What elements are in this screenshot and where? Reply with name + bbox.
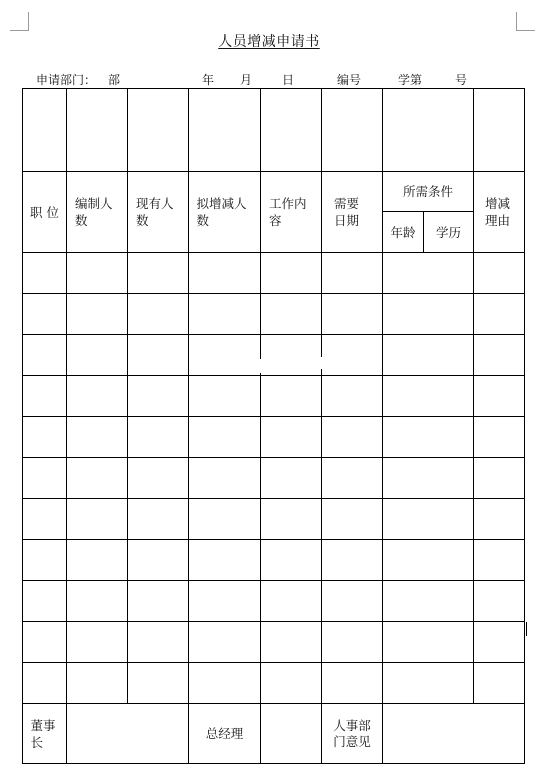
- form-cell[interactable]: [67, 89, 128, 172]
- form-cell[interactable]: [322, 335, 383, 376]
- table-row: [23, 458, 525, 499]
- table-row: [23, 581, 525, 622]
- form-cell[interactable]: [189, 540, 261, 581]
- form-cell[interactable]: [189, 458, 261, 499]
- page-corner-mark-top-right: [516, 12, 535, 31]
- form-cell[interactable]: [128, 499, 189, 540]
- form-cell[interactable]: [383, 89, 474, 172]
- header-current: 现有人数: [128, 172, 189, 253]
- form-cell[interactable]: [261, 540, 322, 581]
- form-cell[interactable]: [67, 253, 128, 294]
- form-cell[interactable]: [189, 335, 261, 376]
- form-cell[interactable]: [383, 335, 474, 376]
- form-cell[interactable]: [189, 581, 261, 622]
- document-title: 人员增减申请书: [218, 34, 320, 50]
- form-cell[interactable]: [322, 376, 383, 417]
- form-cell[interactable]: [67, 499, 128, 540]
- form-cell[interactable]: [322, 663, 383, 704]
- table-row: [23, 540, 525, 581]
- form-cell[interactable]: [128, 335, 189, 376]
- form-cell[interactable]: [322, 89, 383, 172]
- form-cell[interactable]: [383, 376, 474, 417]
- form-cell[interactable]: [383, 540, 474, 581]
- header-row: [23, 172, 525, 212]
- table-row: [23, 499, 525, 540]
- form-cell[interactable]: [261, 581, 322, 622]
- form-cell[interactable]: [322, 581, 383, 622]
- form-cell[interactable]: [67, 294, 128, 335]
- form-cell[interactable]: [474, 540, 525, 581]
- form-cell[interactable]: [322, 540, 383, 581]
- form-cell[interactable]: [261, 417, 322, 458]
- form-cell[interactable]: [67, 540, 128, 581]
- form-cell[interactable]: [189, 376, 261, 417]
- dept-label: 申请部门：: [36, 73, 97, 87]
- form-cell[interactable]: [128, 253, 189, 294]
- header-requirements: 所需条件: [383, 172, 474, 212]
- text-cursor: [526, 622, 527, 636]
- table-row: [23, 417, 525, 458]
- form-cell[interactable]: [23, 89, 67, 172]
- form-cell[interactable]: [128, 458, 189, 499]
- header-quota: 编制人数: [67, 172, 128, 253]
- form-cell[interactable]: [322, 622, 383, 663]
- year-label: 年: [202, 73, 215, 87]
- form-cell[interactable]: [261, 294, 322, 335]
- form-cell[interactable]: [474, 335, 525, 376]
- form-cell[interactable]: [474, 253, 525, 294]
- number-suffix: 号: [455, 73, 468, 87]
- form-cell[interactable]: [261, 376, 322, 417]
- general-manager-label: 总经理: [189, 704, 261, 764]
- form-cell[interactable]: [189, 294, 261, 335]
- form-cell[interactable]: [322, 253, 383, 294]
- form-body: [23, 253, 525, 704]
- render-artifact: [320, 357, 322, 369]
- dept-value: 部: [108, 73, 121, 87]
- form-cell[interactable]: [383, 622, 474, 663]
- form-cell[interactable]: [474, 376, 525, 417]
- form-cell[interactable]: [383, 253, 474, 294]
- form-cell[interactable]: [128, 417, 189, 458]
- form-cell[interactable]: [67, 335, 128, 376]
- form-cell[interactable]: [383, 294, 474, 335]
- form-cell[interactable]: [67, 417, 128, 458]
- render-artifact: [202, 372, 232, 374]
- request-form-table: [22, 88, 525, 764]
- form-cell[interactable]: [261, 89, 322, 172]
- form-cell[interactable]: [67, 458, 128, 499]
- form-cell[interactable]: [261, 622, 322, 663]
- form-cell[interactable]: [67, 622, 128, 663]
- form-cell[interactable]: [67, 376, 128, 417]
- render-artifact: [258, 359, 261, 373]
- table-row: [23, 622, 525, 663]
- form-cell[interactable]: [474, 499, 525, 540]
- table-row: [23, 663, 525, 704]
- form-cell[interactable]: [474, 581, 525, 622]
- header-duties: 工作内容: [261, 172, 322, 253]
- form-cell[interactable]: [23, 294, 67, 335]
- form-cell[interactable]: [189, 89, 261, 172]
- number-prefix: 学第: [398, 73, 423, 87]
- form-cell[interactable]: [474, 294, 525, 335]
- form-cell[interactable]: [322, 458, 383, 499]
- form-cell[interactable]: [474, 622, 525, 663]
- chairman-label: 董事长: [23, 704, 67, 764]
- table-row: [23, 335, 525, 376]
- header-date: 需要日期: [322, 172, 383, 253]
- form-cell[interactable]: [474, 89, 525, 172]
- header-reason: 增减理由: [474, 172, 525, 253]
- form-cell[interactable]: [322, 294, 383, 335]
- form-cell[interactable]: [474, 458, 525, 499]
- form-cell[interactable]: [23, 417, 67, 458]
- table-row: [23, 253, 525, 294]
- form-cell[interactable]: [261, 663, 322, 704]
- form-cell[interactable]: [261, 458, 322, 499]
- page-corner-mark-top-left: [10, 12, 29, 31]
- header-planned: 拟增减人数: [189, 172, 261, 253]
- form-cell[interactable]: [189, 499, 261, 540]
- form-cell[interactable]: [474, 663, 525, 704]
- form-cell[interactable]: [23, 335, 67, 376]
- header-age: 年龄: [383, 212, 424, 253]
- form-cell[interactable]: [383, 458, 474, 499]
- form-cell[interactable]: [474, 417, 525, 458]
- form-cell[interactable]: [128, 622, 189, 663]
- table-row: [23, 376, 525, 417]
- form-cell[interactable]: [128, 376, 189, 417]
- form-cell[interactable]: [383, 417, 474, 458]
- form-cell[interactable]: [261, 499, 322, 540]
- signature-row: [23, 704, 525, 764]
- form-cell[interactable]: [322, 499, 383, 540]
- form-cell[interactable]: [189, 622, 261, 663]
- day-label: 日: [282, 73, 295, 87]
- form-cell[interactable]: [383, 499, 474, 540]
- form-cell[interactable]: [23, 622, 67, 663]
- form-cell[interactable]: [23, 663, 67, 704]
- hr-opinion-signature[interactable]: [383, 704, 525, 764]
- general-manager-signature[interactable]: [261, 704, 322, 764]
- month-label: 月: [240, 73, 253, 87]
- number-label: 编号: [337, 73, 362, 87]
- form-cell[interactable]: [189, 663, 261, 704]
- hr-opinion-label: 人事部门意见: [322, 704, 383, 764]
- chairman-signature[interactable]: [67, 704, 189, 764]
- form-cell[interactable]: [23, 581, 67, 622]
- form-cell[interactable]: [128, 540, 189, 581]
- header-education: 学历: [424, 212, 474, 253]
- form-cell[interactable]: [383, 581, 474, 622]
- form-cell[interactable]: [128, 663, 189, 704]
- form-cell[interactable]: [322, 417, 383, 458]
- form-cell[interactable]: [128, 581, 189, 622]
- form-cell[interactable]: [23, 376, 67, 417]
- form-cell[interactable]: [128, 89, 189, 172]
- form-cell[interactable]: [67, 663, 128, 704]
- form-cell[interactable]: [23, 253, 67, 294]
- table-row: [23, 294, 525, 335]
- form-cell[interactable]: [23, 540, 67, 581]
- form-cell[interactable]: [261, 335, 322, 376]
- form-cell[interactable]: [189, 417, 261, 458]
- form-cell[interactable]: [23, 499, 67, 540]
- form-cell[interactable]: [67, 581, 128, 622]
- header-position: 职 位: [23, 172, 67, 253]
- form-cell[interactable]: [23, 458, 67, 499]
- form-cell[interactable]: [128, 294, 189, 335]
- form-cell[interactable]: [383, 663, 474, 704]
- blank-top-row: [23, 89, 525, 172]
- form-cell[interactable]: [189, 253, 261, 294]
- form-cell[interactable]: [261, 253, 322, 294]
